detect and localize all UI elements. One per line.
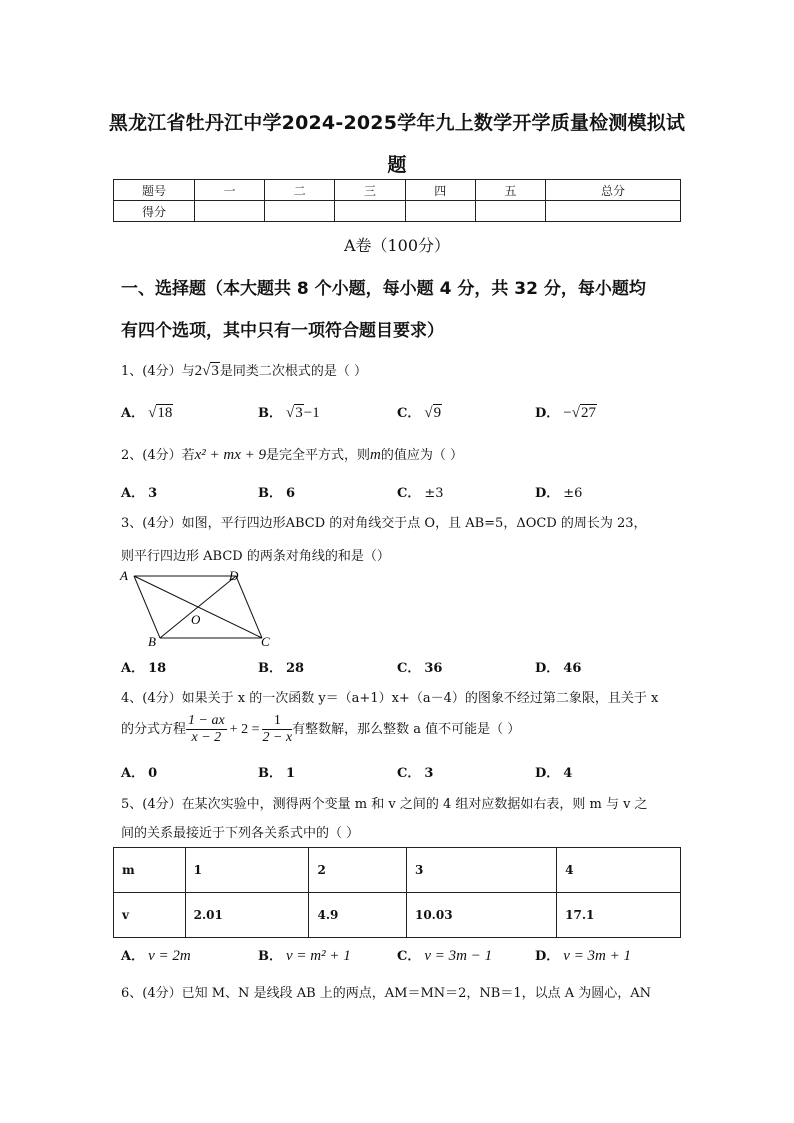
table-cell: m	[114, 848, 186, 893]
question-5-line2: 间的关系最接近于下列各关系式中的（ ）	[121, 826, 360, 841]
fraction-1: $\frac{1 - ax}{x - 2}$	[188, 713, 225, 745]
table-cell: 4.9	[309, 893, 407, 938]
q2-option-d[interactable]: D． ±6	[535, 486, 583, 501]
q3-option-c[interactable]: C． 36	[397, 661, 443, 676]
label-c: C	[261, 634, 270, 649]
score-table-header-row	[114, 180, 681, 201]
question-1-coef: 2	[194, 363, 203, 379]
side-dc	[236, 576, 262, 638]
q2-option-a[interactable]: A． 3	[121, 486, 158, 501]
score-table-score-row	[114, 201, 681, 222]
q5-option-b[interactable]: B． v = m² + 1	[258, 948, 351, 964]
table-cell: 10.03	[406, 893, 556, 938]
score-header-cell: 二	[265, 180, 335, 201]
sqrt-icon: √	[286, 405, 295, 421]
q3-option-a[interactable]: A． 18	[121, 661, 167, 676]
question-1-suffix: 是同类二次根式的是（ ）	[219, 364, 367, 379]
q5-option-c[interactable]: C． v = 3m − 1	[397, 948, 493, 964]
score-cell[interactable]	[335, 201, 405, 222]
q3-option-d[interactable]: D． 46	[535, 661, 582, 676]
fraction-2: $\frac{1}{2 - x}$	[262, 713, 293, 745]
question-2-expression: x² + mx + 9	[194, 447, 267, 463]
label-d: D	[229, 568, 239, 583]
label-o: O	[191, 612, 201, 627]
q1-option-b[interactable]: B． √3−1	[258, 405, 320, 421]
q5-option-d[interactable]: D． v = 3m + 1	[535, 948, 632, 964]
q4-option-a[interactable]: A． 0	[121, 766, 158, 781]
q2-option-b[interactable]: B． 6	[258, 486, 296, 501]
section-a-heading: A卷（100分）	[343, 236, 451, 255]
table-cell: 2	[309, 848, 407, 893]
score-row-label: 得分	[114, 201, 195, 222]
score-cell[interactable]	[195, 201, 265, 222]
table-cell: 2.01	[185, 893, 309, 938]
q4-option-d[interactable]: D． 4	[535, 766, 573, 781]
question-4-line1: 4、(4分）如果关于 x 的一次函数 y＝（a+1）x+（a－4）的图象不经过第二象限，且关于 x	[121, 691, 659, 706]
question-1-prefix: 1、(4分）与	[121, 364, 195, 379]
score-header-cell: 四	[405, 180, 475, 201]
q1-option-c[interactable]: C． √9	[397, 405, 442, 421]
question-3-line2: 则平行四边形 ABCD 的两条对角线的和是（）	[121, 549, 390, 564]
document-title-continued: 题	[387, 154, 407, 176]
score-table	[113, 179, 681, 222]
question-5-line1: 5、(4分）在某次实验中，测得两个变量 m 和 v 之间的 4 组对应数据如右表，则 m 与 v 之	[121, 797, 648, 812]
parallelogram-figure	[116, 566, 281, 651]
q4-option-c[interactable]: C． 3	[397, 766, 434, 781]
score-header-cell: 五	[475, 180, 545, 201]
question-6-line1: 6、(4分）已知 M、N 是线段 AB 上的两点，AM＝MN＝2，NB＝1，以点 A 为圆心，AN	[121, 986, 652, 1001]
table-row	[114, 848, 681, 893]
score-header-cell: 三	[335, 180, 405, 201]
question-4-line2: 的分式方程 $\frac{1 - ax}{x - 2}$ + 2 = $\frac{1}{2 - x}$ 有整数解，那么整数 a 值不可能是（ ）	[121, 713, 521, 745]
sqrt-icon: √	[424, 405, 433, 421]
label-b: B	[148, 634, 156, 649]
document-title: 黑龙江省牡丹江中学2024-2025学年九上数学开学质量检测模拟试	[108, 112, 686, 134]
q4-option-b[interactable]: B． 1	[258, 766, 296, 781]
score-cell[interactable]	[265, 201, 335, 222]
table-cell: 3	[406, 848, 556, 893]
section-1-heading-continued: 有四个选项，其中只有一项符合题目要求）	[121, 321, 444, 341]
table-row	[114, 893, 681, 938]
q1-option-a[interactable]: A． √18	[121, 405, 173, 421]
question-3-line1: 3、(4分）如图，平行四边形ABCD 的对角线交于点 O，且 AB=5，ΔOCD 的周长为 23，	[121, 516, 647, 531]
question-1	[121, 360, 367, 380]
section-1-heading: 一、选择题（本大题共 8 个小题，每小题 4 分，共 32 分，每小题均	[121, 279, 646, 299]
table-cell: 4	[557, 848, 681, 893]
sqrt-icon: √	[148, 405, 157, 421]
table-cell: v	[114, 893, 186, 938]
q5-data-table	[113, 847, 681, 938]
sqrt-icon: √	[571, 405, 580, 421]
sqrt-icon: √	[202, 363, 211, 379]
q2-option-c[interactable]: C． ±3	[397, 486, 444, 501]
q1-option-d[interactable]: D． −√27	[535, 405, 596, 421]
question-2: 2、(4分）若x² + mx + 9是完全平方式，则m的值应为（ ）	[121, 447, 464, 463]
score-header-cell: 总分	[546, 180, 681, 201]
q5-option-a[interactable]: A． v = 2m	[121, 948, 191, 964]
question-1-radicand: 3	[211, 363, 219, 379]
score-header-cell: 一	[195, 180, 265, 201]
score-cell[interactable]	[546, 201, 681, 222]
score-header-cell: 题号	[114, 180, 195, 201]
score-cell[interactable]	[405, 201, 475, 222]
table-cell: 17.1	[557, 893, 681, 938]
diagonal-bd	[160, 576, 236, 638]
q3-option-b[interactable]: B． 28	[258, 661, 305, 676]
label-a: A	[120, 568, 128, 583]
table-cell: 1	[185, 848, 309, 893]
score-cell[interactable]	[475, 201, 545, 222]
side-ba	[134, 576, 160, 638]
